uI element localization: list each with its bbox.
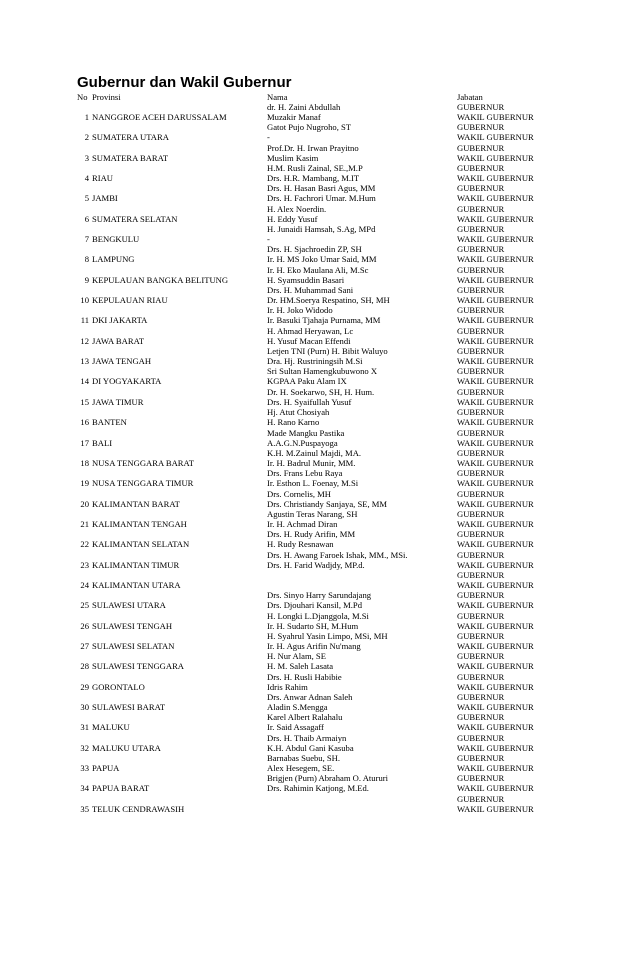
table-row	[0, 285, 638, 305]
row-province: DKI JAKARTA	[92, 315, 148, 326]
row-vice-governor-name: H. Eddy Yusuf	[267, 213, 318, 224]
row-governor-name: K.H. M.Zainul Majdi, MA.	[267, 447, 362, 458]
row-province: NUSA TENGGARA TIMUR	[92, 478, 194, 489]
row-vice-governor-name: Aladin S.Mengga	[267, 701, 328, 712]
row-position-vice: WAKIL GUBERNUR	[457, 722, 534, 733]
row-vice-governor-name: H. Yusuf Macan Effendi	[267, 335, 351, 346]
row-governor-name: Gatot Pujo Nugroho, ST	[267, 122, 352, 133]
officials-table	[0, 102, 638, 814]
row-province: SUMATERA BARAT	[92, 152, 169, 163]
table-row	[0, 448, 638, 468]
row-governor-name: Drs. H. Thaib Armaiyn	[267, 732, 347, 743]
row-province: SUMATERA UTARA	[92, 132, 169, 143]
table-row	[0, 651, 638, 671]
row-governor-name: Karel Albert Ralahalu	[267, 712, 343, 723]
header-jabatan: Jabatan	[457, 92, 483, 102]
row-position-governor: GUBERNUR	[457, 264, 505, 275]
row-position-governor: GUBERNUR	[457, 610, 505, 621]
row-governor-name: H. Nur Alam, SE	[267, 651, 326, 662]
row-number: 34	[80, 783, 89, 794]
row-province: NUSA TENGGARA BARAT	[92, 457, 195, 468]
row-vice-governor-name: H. M. Saleh Lasata	[267, 661, 334, 672]
row-position-vice: WAKIL GUBERNUR	[457, 335, 534, 346]
row-governor-name: Drs. Sinyo Harry Sarundajang	[267, 590, 372, 601]
row-position-governor: GUBERNUR	[457, 203, 505, 214]
row-number: 33	[80, 763, 89, 773]
row-position-vice: WAKIL GUBERNUR	[457, 763, 534, 773]
table-row	[0, 143, 638, 163]
table-row	[0, 346, 638, 366]
row-number: 21	[80, 518, 89, 529]
row-vice-governor-name: Ir. H. Agus Arifin Nu'mang	[267, 640, 361, 651]
table-row	[0, 509, 638, 529]
row-number: 14	[80, 376, 89, 387]
row-number: 26	[80, 620, 89, 631]
row-vice-governor-name: Drs. Rahimin Katjong, M.Ed.	[267, 783, 369, 794]
row-governor-name: Drs. H. Muhammad Sani	[267, 285, 354, 296]
row-province: DI YOGYAKARTA	[92, 376, 162, 387]
row-province: BENGKULU	[92, 234, 140, 245]
row-position-governor: GUBERNUR	[457, 590, 505, 601]
row-province: PAPUA BARAT	[92, 783, 150, 794]
row-vice-governor-name: Ir. H. Achmad Diran	[267, 518, 338, 529]
row-governor-name: Dr. H. Soekarwo, SH, H. Hum.	[267, 386, 375, 397]
row-vice-governor-name: Idris Rahim	[267, 681, 308, 692]
row-position-governor: GUBERNUR	[457, 488, 505, 499]
row-position-governor: GUBERNUR	[457, 366, 505, 377]
row-province: SULAWESI TENGAH	[92, 620, 173, 631]
row-province: JAWA TIMUR	[92, 396, 144, 407]
row-position-governor: GUBERNUR	[457, 753, 505, 763]
row-vice-governor-name: Ir. Said Assagaff	[267, 722, 324, 733]
row-province: JAMBI	[92, 193, 118, 204]
row-position-vice: WAKIL GUBERNUR	[457, 376, 534, 387]
row-number: 8	[84, 254, 89, 265]
table-row	[0, 407, 638, 427]
row-province: SULAWESI UTARA	[92, 600, 166, 611]
row-position-vice: WAKIL GUBERNUR	[457, 132, 534, 143]
row-governor-name: H. Junaidi Hamsah, S.Ag, MPd	[267, 224, 376, 235]
row-position-vice: WAKIL GUBERNUR	[457, 498, 534, 509]
row-vice-governor-name: K.H. Abdul Gani Kasuba	[267, 742, 354, 753]
row-governor-name: Drs. Frans Lebu Raya	[267, 468, 343, 479]
row-vice-governor-name: Ir. H. MS Joko Umar Said, MM	[267, 254, 377, 265]
row-number: 9	[84, 274, 89, 285]
row-province: KALIMANTAN TIMUR	[92, 559, 180, 570]
row-position-vice: WAKIL GUBERNUR	[457, 417, 534, 428]
row-vice-governor-name: Drs. H. Fachrori Umar. M.Hum	[267, 193, 376, 204]
row-province: MALUKU	[92, 722, 130, 733]
row-position-governor: GUBERNUR	[457, 102, 505, 112]
row-position-governor: GUBERNUR	[457, 691, 505, 702]
row-governor-name: Drs. H. Rusli Habibie	[267, 671, 342, 682]
row-position-vice: WAKIL GUBERNUR	[457, 539, 534, 550]
row-position-governor: GUBERNUR	[457, 671, 505, 682]
row-province: BALI	[92, 437, 113, 448]
row-position-governor: GUBERNUR	[457, 183, 505, 194]
table-row	[0, 163, 638, 183]
table-row	[0, 794, 638, 814]
table-row	[0, 387, 638, 407]
row-position-vice: WAKIL GUBERNUR	[457, 600, 534, 611]
row-governor-name: Drs. H. Sjachroedin ZP, SH	[267, 244, 362, 255]
row-position-governor: GUBERNUR	[457, 630, 505, 641]
row-governor-name: Letjen TNI (Purn) H. Bibit Waluyo	[267, 346, 388, 357]
row-number: 19	[80, 478, 89, 489]
row-province: PAPUA	[92, 763, 120, 773]
row-vice-governor-name: Drs. H. Syaifullah Yusuf	[267, 396, 352, 407]
row-vice-governor-name: A.A.G.N.Puspayoga	[267, 437, 338, 448]
table-header	[0, 92, 638, 102]
table-row	[0, 550, 638, 570]
table-row	[0, 590, 638, 610]
row-governor-name: Drs. H. Awang Faroek Ishak, MM., MSi.	[267, 549, 408, 560]
row-position-governor: GUBERNUR	[457, 651, 505, 662]
row-position-governor: GUBERNUR	[457, 163, 505, 174]
row-position-governor: GUBERNUR	[457, 224, 505, 235]
row-position-vice: WAKIL GUBERNUR	[457, 437, 534, 448]
row-province: NANGGROE ACEH DARUSSALAM	[92, 112, 227, 122]
row-province: KALIMANTAN TENGAH	[92, 518, 187, 529]
table-row	[0, 712, 638, 732]
row-governor-name: dr. H. Zaini Abdullah	[267, 102, 341, 112]
row-position-governor: GUBERNUR	[457, 569, 505, 580]
row-position-vice: WAKIL GUBERNUR	[457, 620, 534, 631]
row-province: KEPULAUAN RIAU	[92, 295, 168, 306]
row-number: 3	[84, 152, 89, 163]
table-row	[0, 224, 638, 244]
row-number: 7	[84, 234, 89, 245]
table-row	[0, 102, 638, 122]
table-row	[0, 773, 638, 793]
row-governor-name: Hj. Atut Chosiyah	[267, 407, 330, 418]
row-vice-governor-name: Alex Hesegem, SE.	[267, 763, 335, 773]
table-row	[0, 122, 638, 142]
row-province: SULAWESI TENGGARA	[92, 661, 185, 672]
row-position-governor: GUBERNUR	[457, 244, 505, 255]
table-row	[0, 733, 638, 753]
row-position-governor: GUBERNUR	[457, 549, 505, 560]
row-province: KALIMANTAN BARAT	[92, 498, 180, 509]
row-position-vice: WAKIL GUBERNUR	[457, 254, 534, 265]
page-title: Gubernur dan Wakil Gubernur	[77, 74, 292, 91]
row-position-governor: GUBERNUR	[457, 142, 505, 153]
table-row	[0, 428, 638, 448]
row-governor-name: Barnabas Suebu, SH.	[267, 753, 341, 763]
table-row	[0, 753, 638, 773]
row-province: SUMATERA SELATAN	[92, 213, 178, 224]
row-position-vice: WAKIL GUBERNUR	[457, 701, 534, 712]
row-position-governor: GUBERNUR	[457, 305, 505, 316]
row-vice-governor-name: KGPAA Paku Alam IX	[267, 376, 347, 387]
table-row	[0, 204, 638, 224]
table-row	[0, 366, 638, 386]
row-governor-name: Brigjen (Purn) Abraham O. Atururi	[267, 773, 389, 784]
row-governor-name: Drs. Cornelis, MH	[267, 488, 331, 499]
row-vice-governor-name: Ir. H. Badrul Munir, MM.	[267, 457, 356, 468]
row-position-governor: GUBERNUR	[457, 386, 505, 397]
table-row	[0, 183, 638, 203]
row-governor-name: H. Ahmad Heryawan, Lc	[267, 325, 354, 336]
row-vice-governor-name: -	[267, 234, 270, 245]
table-row	[0, 692, 638, 712]
row-number: 29	[80, 681, 89, 692]
row-province: SULAWESI SELATAN	[92, 640, 175, 651]
header-no: No	[77, 92, 88, 102]
row-province: SULAWESI BARAT	[92, 701, 166, 712]
row-position-vice: WAKIL GUBERNUR	[457, 173, 534, 184]
row-province: KALIMANTAN SELATAN	[92, 539, 190, 550]
row-governor-name: Drs. H. Hasan Basri Agus, MM	[267, 183, 376, 194]
row-governor-name: Prof.Dr. H. Irwan Prayitno	[267, 142, 359, 153]
row-number: 32	[80, 742, 89, 753]
row-position-governor: GUBERNUR	[457, 325, 505, 336]
row-province: KEPULAUAN BANGKA BELITUNG	[92, 274, 229, 285]
row-position-vice: WAKIL GUBERNUR	[457, 193, 534, 204]
row-position-vice: WAKIL GUBERNUR	[457, 661, 534, 672]
row-position-vice: WAKIL GUBERNUR	[457, 640, 534, 651]
row-position-vice: WAKIL GUBERNUR	[457, 152, 534, 163]
row-position-vice: WAKIL GUBERNUR	[457, 783, 534, 794]
row-position-governor: GUBERNUR	[457, 468, 505, 479]
table-row	[0, 611, 638, 631]
header-nama: Nama	[267, 92, 288, 102]
row-number: 28	[80, 661, 89, 672]
row-vice-governor-name: Muslim Kasim	[267, 152, 319, 163]
row-number: 15	[80, 396, 89, 407]
row-position-vice: WAKIL GUBERNUR	[457, 803, 534, 814]
row-position-vice: WAKIL GUBERNUR	[457, 213, 534, 224]
table-row	[0, 244, 638, 264]
row-province: TELUK CENDRAWASIH	[92, 803, 185, 814]
table-row	[0, 326, 638, 346]
row-position-vice: WAKIL GUBERNUR	[457, 559, 534, 570]
row-number: 1	[84, 112, 89, 122]
row-number: 18	[80, 457, 89, 468]
table-row	[0, 570, 638, 590]
row-number: 16	[80, 417, 89, 428]
row-vice-governor-name: Ir. H. Sudarto SH, M.Hum	[267, 620, 359, 631]
row-number: 30	[80, 701, 89, 712]
row-vice-governor-name: Drs. H.R. Mambang, M.IT	[267, 173, 360, 184]
row-vice-governor-name: Dra. Hj. Rustriningsih M.Si	[267, 356, 363, 367]
row-governor-name: H. Alex Noerdin.	[267, 203, 327, 214]
row-number: 25	[80, 600, 89, 611]
row-position-vice: WAKIL GUBERNUR	[457, 356, 534, 367]
row-position-governor: GUBERNUR	[457, 427, 505, 438]
row-number: 27	[80, 640, 89, 651]
row-vice-governor-name: Drs. Djouhari Kansil, M.Pd	[267, 600, 363, 611]
row-vice-governor-name: Muzakir Manaf	[267, 112, 321, 122]
row-position-governor: GUBERNUR	[457, 508, 505, 519]
row-position-governor: GUBERNUR	[457, 407, 505, 418]
table-row	[0, 672, 638, 692]
row-position-vice: WAKIL GUBERNUR	[457, 478, 534, 489]
row-position-vice: WAKIL GUBERNUR	[457, 742, 534, 753]
row-vice-governor-name: H. Rudy Resnawan	[267, 539, 334, 550]
row-province: GORONTALO	[92, 681, 145, 692]
row-number: 13	[80, 356, 89, 367]
row-governor-name: Drs. H. Rudy Arifin, MM	[267, 529, 356, 540]
row-governor-name: H.M. Rusli Zainal, SE.,M.P	[267, 163, 363, 174]
row-position-governor: GUBERNUR	[457, 285, 505, 296]
row-governor-name: H. Longki L.Djanggola, M.Si	[267, 610, 369, 621]
row-vice-governor-name: Ir. Basuki Tjahaja Purnama, MM	[267, 315, 381, 326]
table-row	[0, 468, 638, 488]
row-position-vice: WAKIL GUBERNUR	[457, 315, 534, 326]
row-number: 2	[84, 132, 89, 143]
row-number: 12	[80, 335, 89, 346]
row-position-vice: WAKIL GUBERNUR	[457, 295, 534, 306]
row-governor-name: Ir. H. Eko Maulana Ali, M.Sc	[267, 264, 369, 275]
row-vice-governor-name: H. Syamsuddin Basari	[267, 274, 345, 285]
row-number: 23	[80, 559, 89, 570]
row-province: BANTEN	[92, 417, 127, 428]
row-province: MALUKU UTARA	[92, 742, 161, 753]
row-position-vice: WAKIL GUBERNUR	[457, 234, 534, 245]
row-position-vice: WAKIL GUBERNUR	[457, 112, 534, 122]
row-number: 22	[80, 539, 89, 550]
row-number: 20	[80, 498, 89, 509]
table-row	[0, 529, 638, 549]
row-governor-name: Made Mangku Pastika	[267, 427, 345, 438]
row-governor-name: Sri Sultan Hamengkubuwono X	[267, 366, 378, 377]
row-position-vice: WAKIL GUBERNUR	[457, 457, 534, 468]
row-number: 35	[80, 803, 89, 814]
row-number: 11	[80, 315, 89, 326]
row-position-governor: GUBERNUR	[457, 793, 505, 804]
row-province: JAWA TENGAH	[92, 356, 152, 367]
row-position-governor: GUBERNUR	[457, 346, 505, 357]
table-row	[0, 265, 638, 285]
row-position-vice: WAKIL GUBERNUR	[457, 579, 534, 590]
row-position-governor: GUBERNUR	[457, 712, 505, 723]
row-governor-name: Ir. H. Joko Widodo	[267, 305, 333, 316]
table-row	[0, 305, 638, 325]
row-vice-governor-name: Dr. HM.Soerya Respatino, SH, MH	[267, 295, 390, 306]
row-position-governor: GUBERNUR	[457, 122, 505, 133]
row-vice-governor-name: Drs. H. Farid Wadjdy, MP.d.	[267, 559, 365, 570]
row-vice-governor-name: H. Rano Karno	[267, 417, 320, 428]
table-row	[0, 489, 638, 509]
row-vice-governor-name: -	[267, 132, 270, 143]
row-province: KALIMANTAN UTARA	[92, 579, 181, 590]
row-governor-name: H. Syahrul Yasin Limpo, MSi, MH	[267, 630, 388, 641]
row-vice-governor-name: Drs. Christiandy Sanjaya, SE, MM	[267, 498, 388, 509]
row-number: 31	[80, 722, 89, 733]
row-position-governor: GUBERNUR	[457, 732, 505, 743]
row-position-vice: WAKIL GUBERNUR	[457, 396, 534, 407]
row-vice-governor-name: Ir. Esthon L. Foenay, M.Si	[267, 478, 359, 489]
row-position-governor: GUBERNUR	[457, 773, 505, 784]
row-province: RIAU	[92, 173, 114, 184]
row-province: JAWA BARAT	[92, 335, 145, 346]
row-number: 24	[80, 579, 89, 590]
row-position-governor: GUBERNUR	[457, 529, 505, 540]
header-provinsi: Provinsi	[92, 92, 121, 102]
row-number: 17	[80, 437, 89, 448]
row-number: 5	[84, 193, 89, 204]
row-position-vice: WAKIL GUBERNUR	[457, 681, 534, 692]
row-governor-name: Agustin Teras Narang, SH	[267, 508, 358, 519]
row-number: 10	[80, 295, 89, 306]
row-number: 4	[84, 173, 89, 184]
table-row	[0, 631, 638, 651]
row-province: LAMPUNG	[92, 254, 135, 265]
row-number: 6	[84, 213, 89, 224]
row-governor-name: Drs. Anwar Adnan Saleh	[267, 691, 353, 702]
row-position-vice: WAKIL GUBERNUR	[457, 274, 534, 285]
row-position-governor: GUBERNUR	[457, 447, 505, 458]
row-position-vice: WAKIL GUBERNUR	[457, 518, 534, 529]
